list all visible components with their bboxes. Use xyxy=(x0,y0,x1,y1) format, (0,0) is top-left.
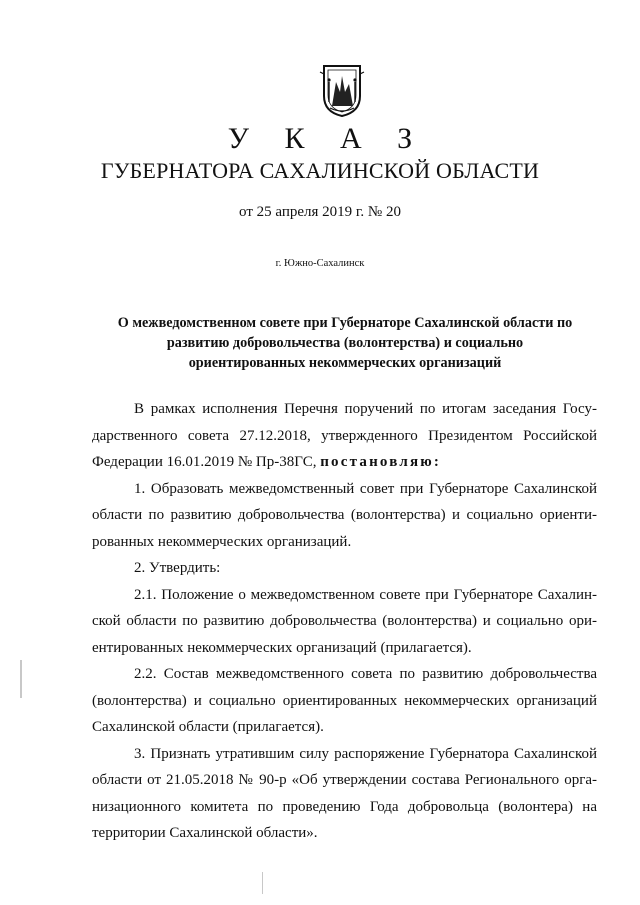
decree-subject xyxy=(100,313,590,373)
text-line: 3. Признать утратившим силу распоряжение Губернатора Сахалинской xyxy=(134,745,597,762)
text-line: ской области по развитию добровольчества (волонтерства) и социально ори- xyxy=(92,613,597,629)
decree-date-number: от 25 апреля 2019 г. № 20 xyxy=(239,204,401,220)
scan-edge-mark xyxy=(262,872,263,894)
text-line xyxy=(92,449,597,476)
text-line: ентированных некоммерческих организаций (прилагается). xyxy=(92,639,472,656)
text-line: В рамках исполнения Перечня поручений по итогам заседания Госу- xyxy=(134,401,597,417)
text-line: 2.2. Состав межведомственного совета по развитию добровольчества xyxy=(134,666,597,682)
subject-line: ориентированных некоммерческих организаций xyxy=(188,355,502,371)
text-fragment: Федерации 16.01.2019 № Пр-38ГС, xyxy=(92,454,317,470)
text-line: 1. Образовать межведомственный совет при Губернаторе Сахалинской xyxy=(134,480,597,497)
text-line: 2. Утвердить: xyxy=(134,560,221,576)
decree-keyword: постановляю: xyxy=(320,454,442,470)
text-line: области от 21.05.2018 № 90-р «Об утверждении состава Регионального орга- xyxy=(92,772,597,788)
text-line: низационного комитета по проведению Года добровольца (волонтера) на xyxy=(92,798,597,815)
issuer-title: ГУБЕРНАТОРА САХАЛИНСКОЙ ОБЛАСТИ xyxy=(100,158,540,183)
scan-edge-mark xyxy=(20,660,22,698)
text-line: 2.1. Положение о межведомственном совете при Губернаторе Сахалин- xyxy=(134,586,597,603)
text-line: (волонтерства) и социально ориентированных некоммерческих организаций xyxy=(92,692,597,709)
paragraph-2 xyxy=(92,555,597,582)
paragraph-2-1 xyxy=(92,582,597,662)
paragraph-3 xyxy=(92,741,597,847)
decree-body xyxy=(92,396,597,847)
text-line: рованных некоммерческих организаций. xyxy=(92,533,352,550)
subject-line: развитию добровольчества (волонтерства) и социально xyxy=(166,335,524,351)
document-type-title: У К А З xyxy=(227,122,427,155)
subject-line: О межведомственном совете при Губернаторе Сахалинской области по xyxy=(117,315,573,331)
text-line: области по развитию добровольчества (волонтерства) и социально ориенти- xyxy=(92,507,597,523)
paragraph-intro xyxy=(92,396,597,476)
paragraph-2-2 xyxy=(92,661,597,741)
text-line: дарственного совета 27.12.2018, утвержденного Президентом Российской xyxy=(92,427,597,444)
issue-city: г. Южно-Сахалинск xyxy=(275,258,365,269)
coat-of-arms-emblem xyxy=(318,62,366,118)
paragraph-1 xyxy=(92,476,597,556)
text-line: территории Сахалинской области». xyxy=(92,825,318,841)
text-line: Сахалинской области (прилагается). xyxy=(92,719,324,735)
